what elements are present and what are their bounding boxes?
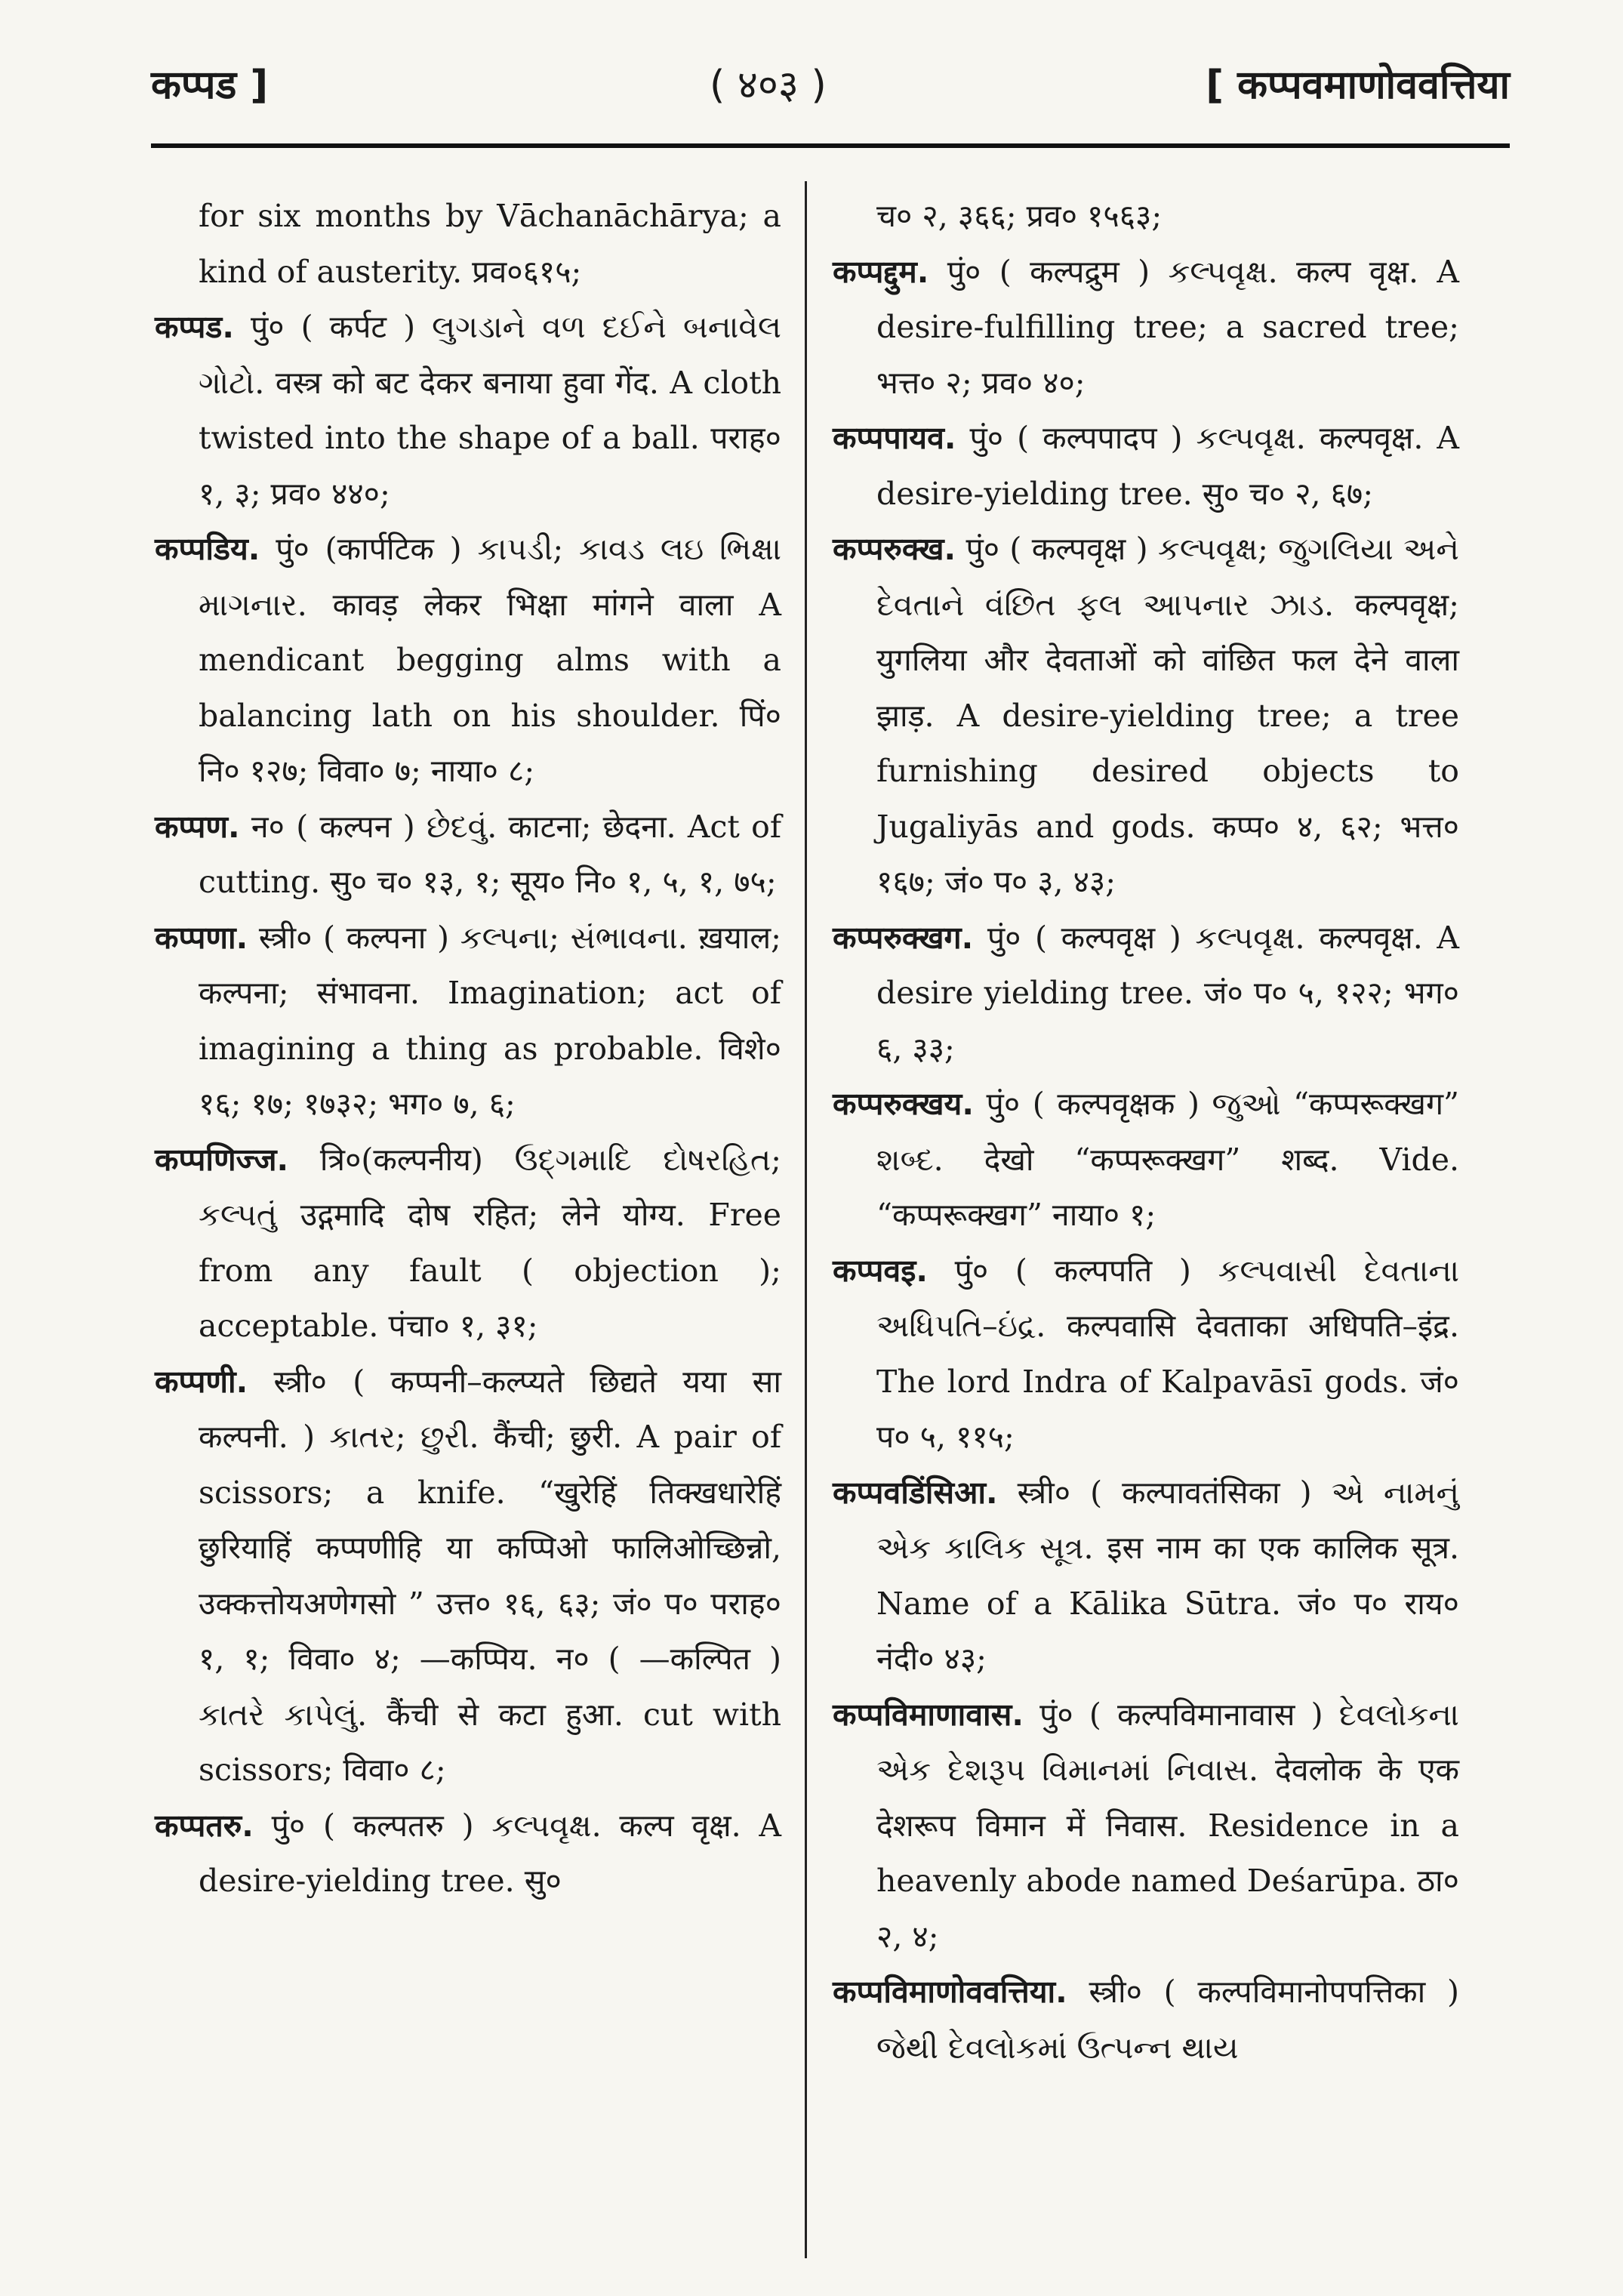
dictionary-entry — [833, 1077, 1459, 1244]
entry-text: पुं० ( कल्पवृक्षक ) જુઓ “कप्परूक्खग” શબ્દ. देखो “कप्परूक्खग” शब्द. Vide. “कप्परूक्खग” नाया० १; — [876, 1086, 1459, 1233]
entry-headword: कप्पडिय. — [155, 531, 260, 567]
column-divider — [805, 181, 807, 2258]
dictionary-entry — [155, 522, 781, 800]
entry-headword: कप्पद्दुम. — [833, 253, 929, 290]
dictionary-entry — [833, 1465, 1459, 1687]
dictionary-entry — [155, 1354, 781, 1798]
header-rule — [151, 143, 1510, 148]
dictionary-entry — [833, 411, 1459, 522]
entry-text: स्त्री० ( कल्पना ) કલ્પના; સંભાવના. ख़याल; कल्पना; संभावना. Imagination; act of imagining a thing as probable. विशे० १६; १७; १७३२; भग० ७, ६; — [199, 919, 781, 1122]
entry-headword: कप्पपायव. — [833, 420, 956, 456]
entry-headword: कप्पविमाणावास. — [833, 1696, 1024, 1733]
dictionary-entry — [833, 1687, 1459, 1965]
entry-text: न० ( कल्पन ) છેદવું. काटना; छेदना. Act of cutting. सु० च० १३, १; सूय० नि० १, ५, १, ७५; — [199, 808, 781, 900]
entry-headword: कप्पणिज्ज. — [155, 1141, 289, 1178]
entry-headword: कप्पवडिंसिआ. — [833, 1474, 998, 1511]
dictionary-entry — [833, 1244, 1459, 1465]
dictionary-entry — [155, 1133, 781, 1354]
entry-text: त्रि०(कल्पनीय) ઉદ્ગમાદિ દોષરહિત; કલ્પતું उद्गमादि दोष रहित; लेने योग्य. Free from any fault ( objection ); acceptable. पंचा० १, ३१; — [199, 1141, 781, 1344]
page-number: ( ४०३ ) — [710, 63, 827, 108]
entry-headword: कप्पवइ. — [833, 1252, 928, 1289]
left-column — [155, 189, 781, 1909]
dictionary-entry — [833, 245, 1459, 411]
header-right-guideword: [ कप्पवमाणोववत्तिया — [1206, 63, 1510, 108]
entry-text: स्त्री० ( कल्पविमानोपपत्तिका ) જેથી દેવલોકમાં ઉત્પન્ન થાય — [876, 1974, 1459, 2066]
dictionary-entry — [833, 911, 1459, 1077]
entry-headword: कप्पतरु. — [155, 1807, 254, 1844]
page-header — [151, 42, 1510, 125]
dictionary-entry — [833, 522, 1459, 911]
dictionary-entry — [155, 911, 781, 1133]
entry-text: स्त्री० ( कप्पनी–कल्प्यते छिद्यते यया सा कल्पनी. ) કાતર; છુરી. कैंची; छुरी. A pair of scissors; a knife. “खुरेहिं तिक्खधारेहिं छुरियाहिं कप्पणीहि या कप्पिओ फालिओच्छिन्नो, उक्कत्तोयअणेगसो ” उत्त० १६, ६३; जं० प० पराह० १, १; विवा० ४; —कप्पिय. न० ( —कल्पित ) કાતરે કાપેલું. कैंची से कटा हुआ. cut with scissors; विवा० ८; — [199, 1363, 781, 1788]
entry-text: for six months by Vāchanāchārya; a kind of austerity. प्रव०६१५; — [199, 198, 781, 290]
dictionary-entry — [155, 189, 781, 300]
entry-headword: कप्पणी. — [155, 1363, 248, 1400]
entry-text: पुं० ( कल्पद्रुम ) કલ્પવૃક્ષ. कल्प वृक्ष. A desire-fulfilling tree; a sacred tree; भत्त० २; प्रव० ४०; — [876, 253, 1459, 401]
entry-text: पुं० ( कल्पवृक्ष ) કલ્પવૃક્ષ. कल्पवृक्ष. A desire yielding tree. जं० प० ५, १२२; भग० ६, ३३; — [876, 919, 1459, 1067]
entry-headword: कप्पणा. — [155, 919, 248, 956]
entry-text: पुं० ( कल्पविमानावास ) દેવલોકના એક દેશરૂપ વિમાનમાં નિવાસ. देवलोक के एक देशरूप विमान में निवास. Residence in a heavenly abode named Deśarūpa. ठा० २, ४; — [876, 1696, 1459, 1955]
entry-text: पुं० (कार्पटिक ) કાપડી; કાવડ લઇ ભિક્ષા માગનાર. कावड़ लेकर भिक्षा मांगने वाला A mendicant begging alms with a balancing lath on his shoulder. पिं० नि० १२७; विवा० ७; नाया० ८; — [199, 531, 781, 789]
entry-text: च० २, ३६६; प्रव० १५६३; — [876, 198, 1163, 234]
entry-text: पुं० ( कल्पतरु ) કલ્પવૃક્ષ. कल्प वृक्ष. A desire-yielding tree. सु० — [199, 1807, 781, 1899]
entry-text: पुं० ( कर्पट ) લુગડાને વળ દઈને બનાવેલ ગોટો. वस्त्र को बट देकर बनाया हुवा गेंद. A cloth twisted into the shape of a ball. पराह० १, ३; प्रव० ४४०; — [199, 309, 781, 512]
entry-headword: कप्परुक्खय. — [833, 1086, 974, 1122]
dictionary-entry — [833, 1965, 1459, 2076]
dictionary-entry — [833, 189, 1459, 245]
entry-text: पुं० ( कल्पवृक्ष ) કલ્પવૃક્ષ; જુગલિયા અને દેવતાને વંછિત ફલ આપનાર ઝાડ. कल्पवृक्ष; युगलिया और देवताओं को वांछित फल देने वाला झाड़. A desire-yielding tree; a tree furnishing desired objects to Jugaliyās and gods. कप्प० ४, ६२; भत्त० १६७; जं० प० ३, ४३; — [876, 531, 1459, 900]
entry-headword: कप्परुक्ख. — [833, 531, 956, 567]
right-column — [833, 189, 1459, 2076]
entry-headword: कप्पण. — [155, 808, 240, 845]
dictionary-entry — [155, 300, 781, 522]
entry-headword: कप्परुक्खग. — [833, 919, 974, 956]
entry-text: पुं० ( कल्पपादप ) કલ્પવૃક્ષ. कल्पवृक्ष. A desire-yielding tree. सु० च० २, ६७; — [876, 420, 1459, 512]
dictionary-entry — [155, 800, 781, 911]
entry-text: स्त्री० ( कल्पावतंसिका ) એ નામનું એક કાલિક સૂત્ર. इस नाम का एक कालिक सूत्र. Name of a Kālika Sūtra. जं० प० राय० नंदी० ४३; — [876, 1474, 1459, 1677]
header-left-guideword: कप्पड ] — [151, 63, 269, 108]
dictionary-entry — [155, 1798, 781, 1909]
entry-headword: कप्पविमाणोववत्तिया. — [833, 1974, 1067, 2010]
entry-headword: कप्पड. — [155, 309, 234, 345]
entry-text: पुं० ( कल्पपति ) કલ્પવાસી દેવતાના અધિપતિ–ઇંદ્ર. कल्पवासि देवताका अधिपति–इंद्र. The lord Indra of Kalpavāsī gods. जं० प० ५, ११५; — [876, 1252, 1459, 1455]
